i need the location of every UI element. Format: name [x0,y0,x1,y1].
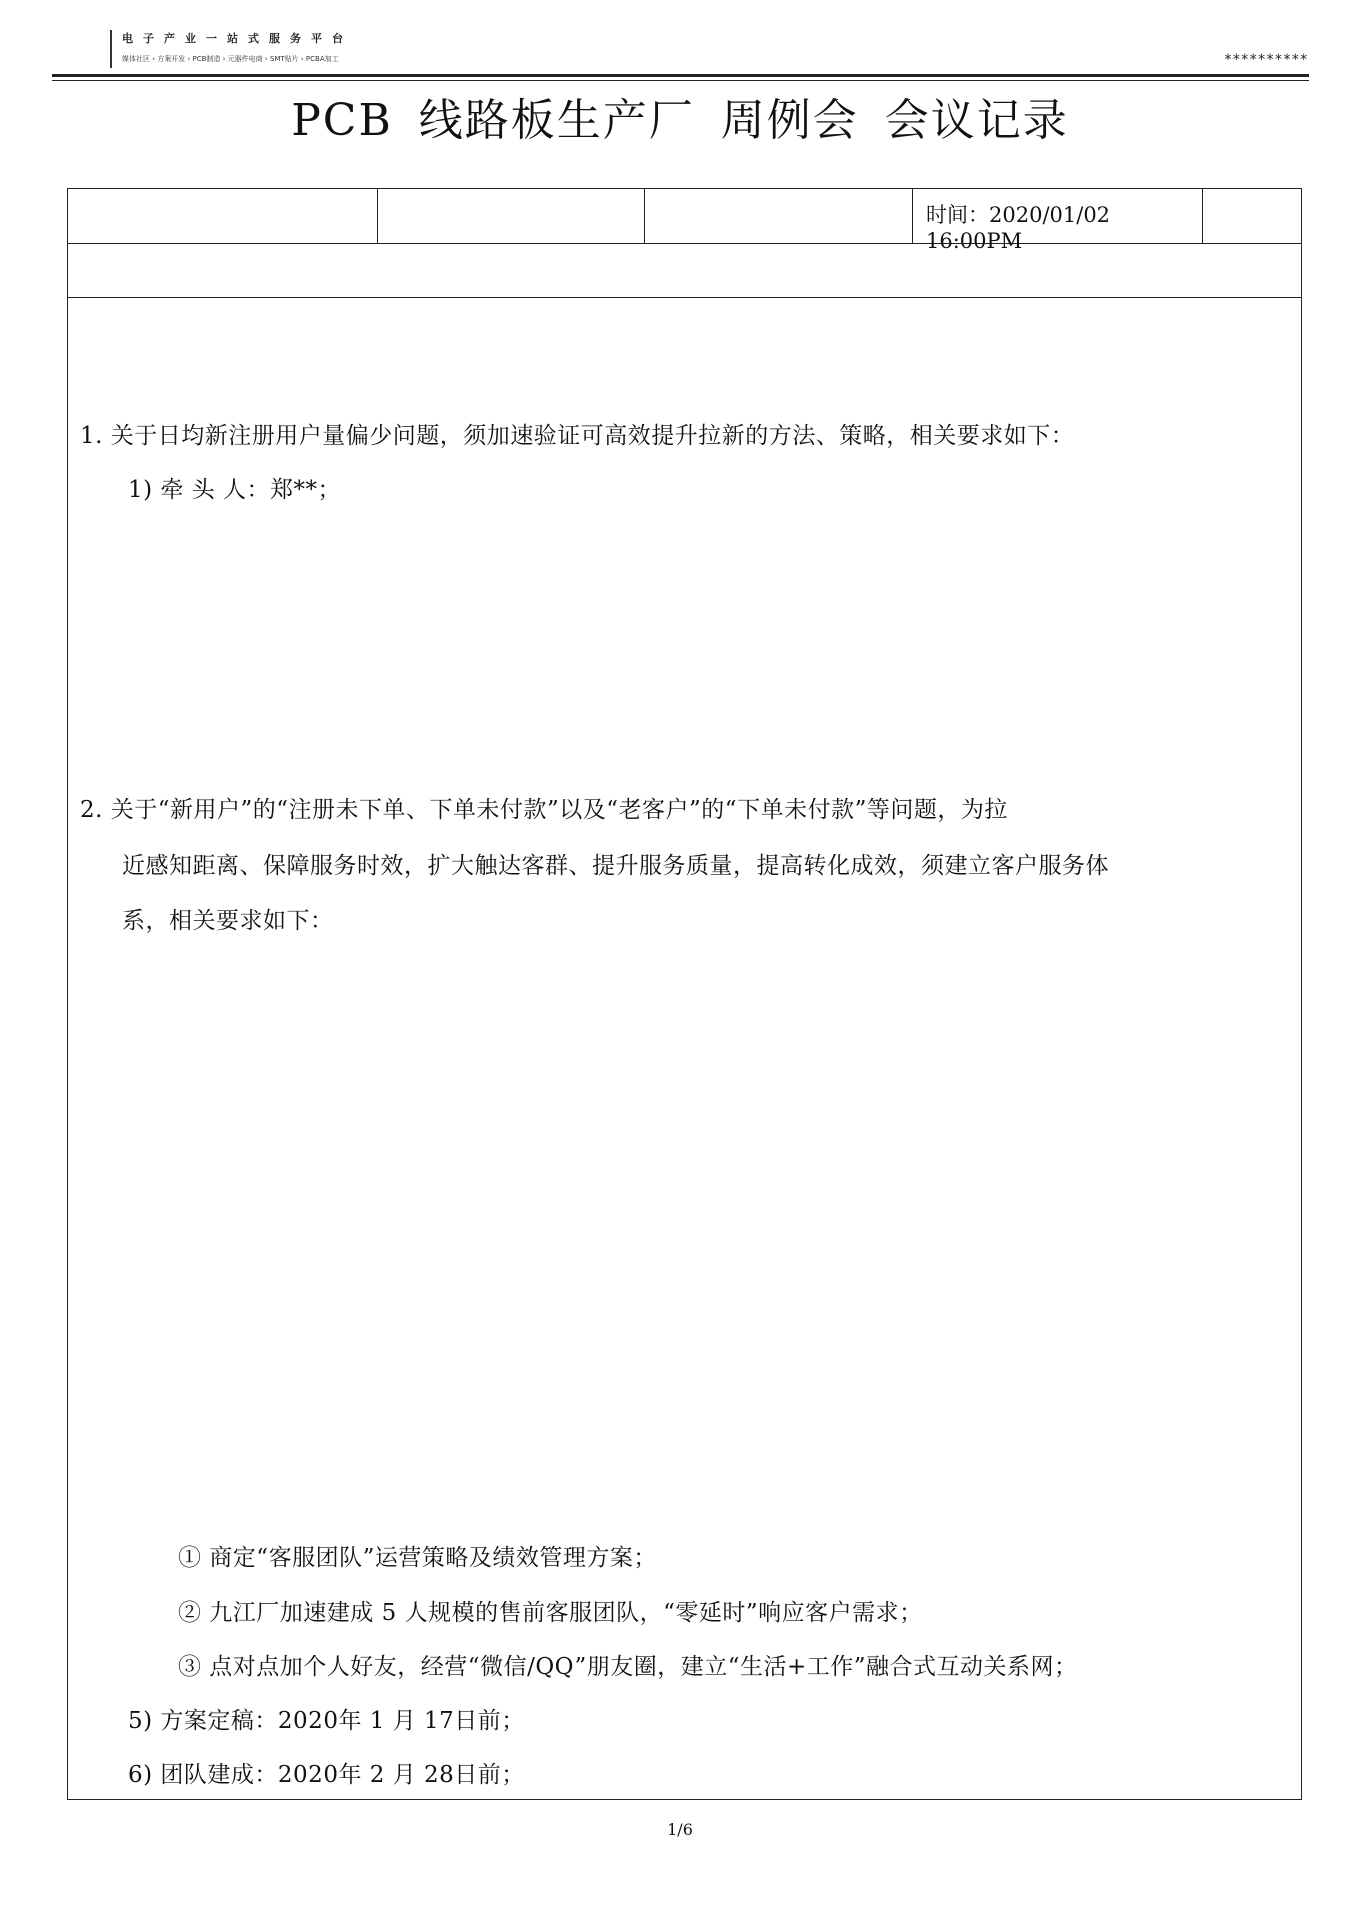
item-2-line-3: 系，相关要求如下： [122,908,334,934]
title-factory: 线路板生产厂 [418,95,695,146]
circled-item-3: ③ 点对点加个人好友，经营“微信/QQ”朋友圈，建立“生活+工作”融合式互动关系网； [178,1654,1078,1680]
minutes-table [67,188,1302,1800]
document-code: ********** [1223,52,1308,68]
second-row [68,243,1301,298]
page-number: 1/6 [667,1820,693,1839]
brand-services: 媒体社区 › 方案开发 › PCB制造 › 元器件电商 › SMT贴片 › PCBA加工 [122,55,339,63]
item-2-sub-6: 6) 团队建成：2020年 2 月 28日前； [128,1762,525,1788]
title-pcb: PCB [291,95,393,146]
item-2-sub-5: 5) 方案定稿：2020年 1 月 17日前； [128,1708,525,1734]
title-minutes: 会议记录 [884,95,1069,146]
header-rule-thin [52,80,1309,81]
title-meeting: 周例会 [720,95,859,146]
brand-divider [110,30,112,68]
meta-row [68,189,1301,253]
item-1-sub-1: 1) 牵 头 人：郑**； [128,477,342,503]
meta-cell-2 [378,189,645,243]
meta-cell-1 [68,189,378,243]
item-2-line-1: 2. 关于“新用户”的“注册未下单、下单未付款”以及“老客户”的“下单未付款”等问题，为拉 [80,797,1008,823]
circled-item-2: ② 九江厂加速建成 5 人规模的售前客服团队，“零延时”响应客户需求； [178,1600,923,1626]
item-1: 1. 关于日均新注册用户量偏少问题，须加速验证可高效提升拉新的方法、策略，相关要求如下： [80,423,1075,449]
page-title [0,84,1360,148]
circled-item-1: ① 商定“客服团队”运营策略及绩效管理方案； [178,1545,657,1571]
header-rule-thick [52,74,1309,77]
brand-name: 电子产业一站式服务平台 [122,32,353,45]
item-2-line-2: 近感知距离、保障服务时效，扩大触达客群、提升服务质量，提高转化成效，须建立客户服务体 [122,853,1109,879]
meeting-time: 时间：2020/01/02 16:00PM [913,189,1203,243]
meta-cell-3 [645,189,913,243]
